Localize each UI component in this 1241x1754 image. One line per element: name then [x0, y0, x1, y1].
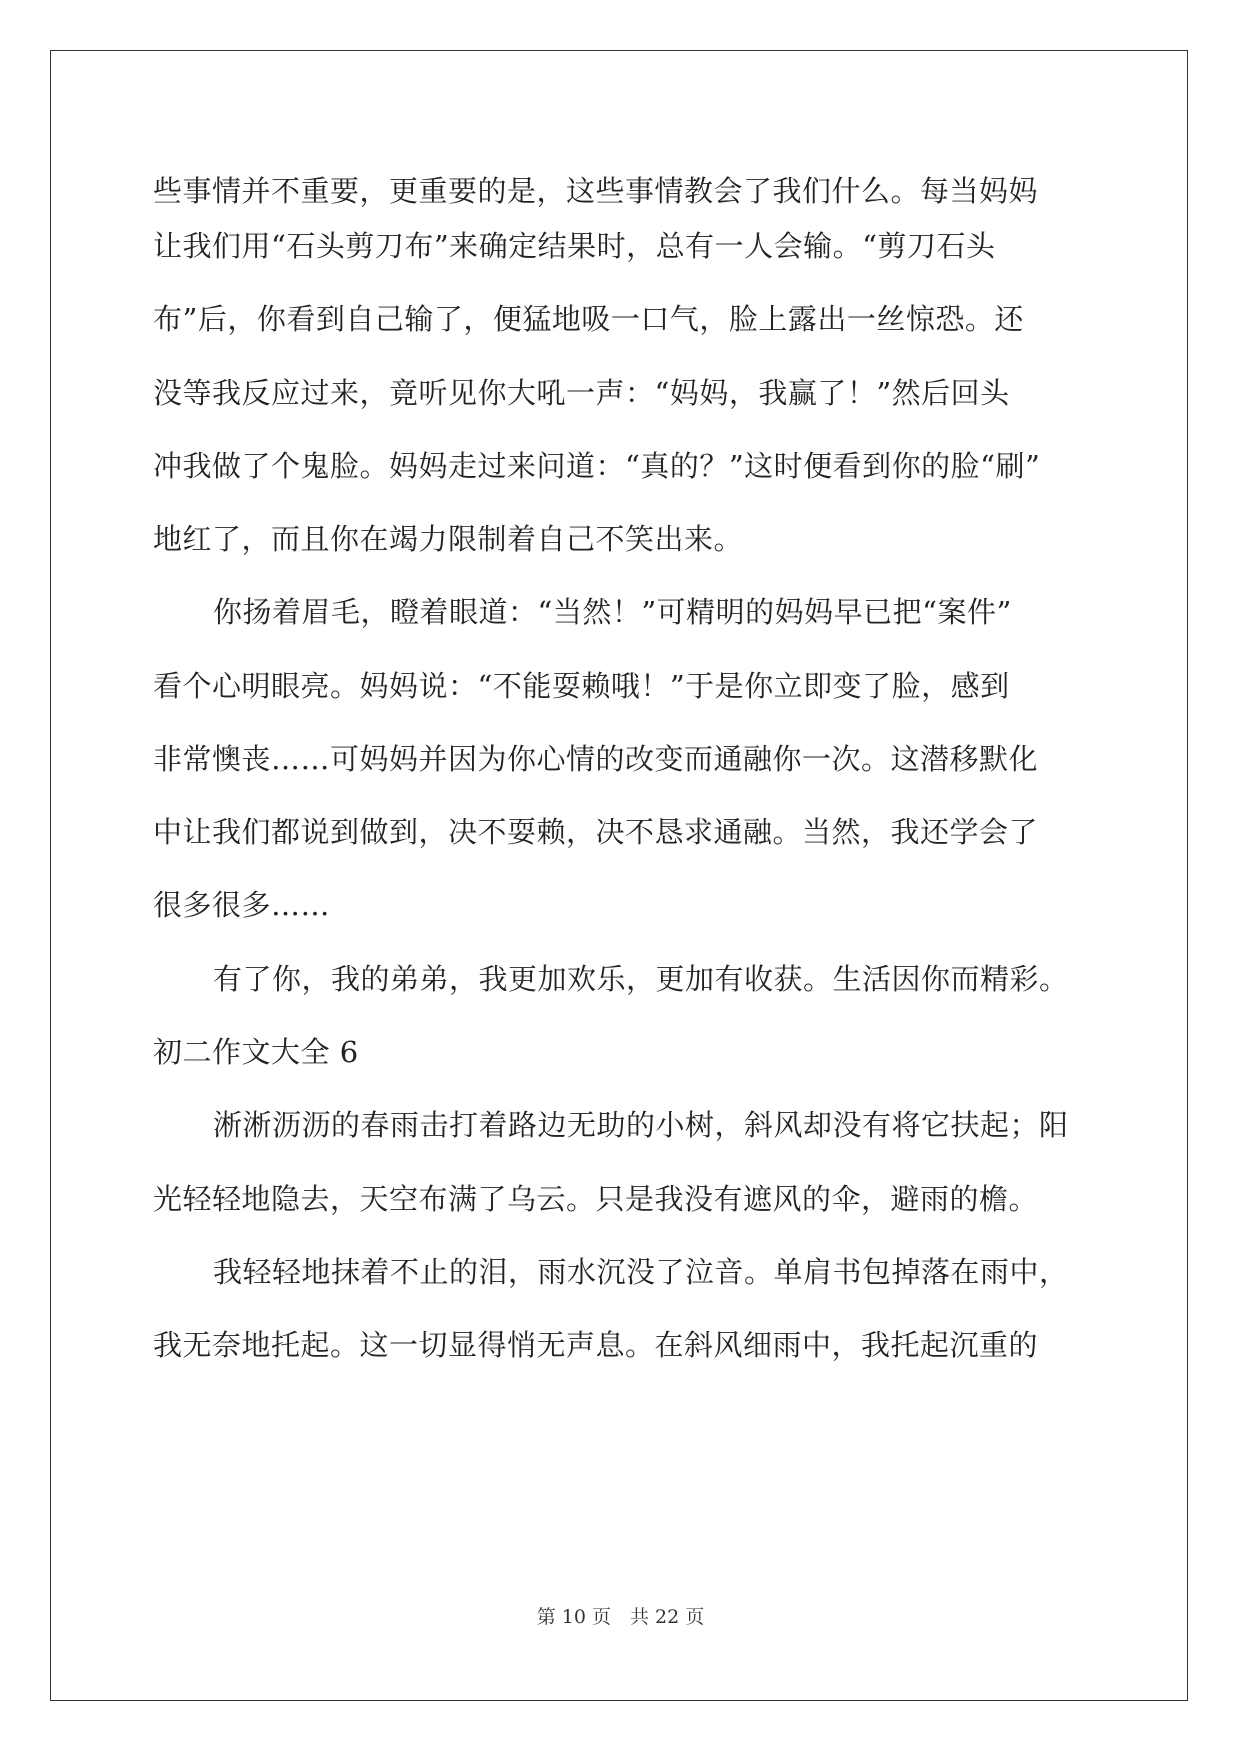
body-text-line: 没等我反应过来，竟听见你大吼一声：“妈妈，我赢了！”然后回头 — [153, 376, 1010, 410]
page-border — [50, 50, 1188, 1701]
body-text-line: 很多很多…… — [153, 888, 331, 922]
body-text-line: 冲我做了个鬼脸。妈妈走过来问道：“真的？”这时便看到你的脸“刷” — [153, 449, 1041, 483]
body-text-line: 有了你，我的弟弟，我更加欢乐，更加有收获。生活因你而精彩。 — [213, 962, 1069, 996]
body-text-line: 些事情并不重要，更重要的是，这些事情教会了我们什么。每当妈妈 — [153, 174, 1039, 208]
page-number-footer: 第 10 页 共 22 页 — [536, 1606, 705, 1628]
section-heading: 初二作文大全 6 — [153, 1035, 359, 1069]
body-text-line: 中让我们都说到做到，决不耍赖，决不恳求通融。当然，我还学会了 — [153, 815, 1039, 849]
body-text-line: 淅淅沥沥的春雨击打着路边无助的小树，斜风却没有将它扶起；阳 — [213, 1108, 1069, 1142]
body-text-line: 我无奈地托起。这一切显得悄无声息。在斜风细雨中，我托起沉重的 — [153, 1328, 1039, 1362]
body-text-line: 地红了，而且你在竭力限制着自己不笑出来。 — [153, 522, 744, 556]
body-text-line: 让我们用“石头剪刀布”来确定结果时，总有一人会输。“剪刀石头 — [153, 229, 996, 263]
body-text-line: 光轻轻地隐去，天空布满了乌云。只是我没有遮风的伞，避雨的檐。 — [153, 1182, 1039, 1216]
body-text-line: 看个心明眼亮。妈妈说：“不能耍赖哦！”于是你立即变了脸，感到 — [153, 669, 1010, 703]
body-text-line: 你扬着眉毛，瞪着眼道：“当然！”可精明的妈妈早已把“案件” — [213, 595, 1012, 629]
body-text-line: 非常懊丧……可妈妈并因为你心情的改变而通融你一次。这潜移默化 — [153, 742, 1039, 776]
body-text-line: 我轻轻地抹着不止的泪，雨水沉没了泣音。单肩书包掉落在雨中， — [213, 1255, 1069, 1289]
body-text-line: 布”后，你看到自己输了，便猛地吸一口气，脸上露出一丝惊恐。还 — [153, 302, 1024, 336]
